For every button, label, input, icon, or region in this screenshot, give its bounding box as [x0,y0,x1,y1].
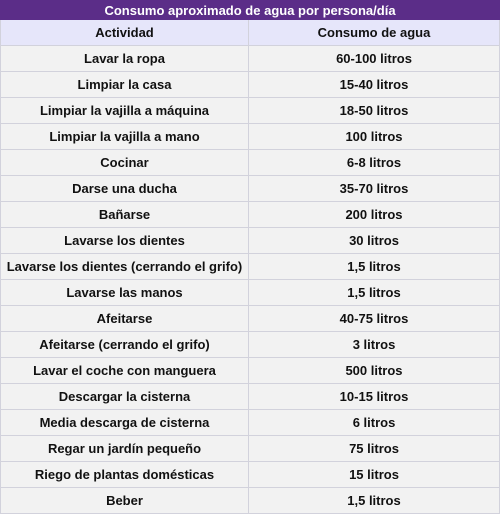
activity-cell: Riego de plantas domésticas [1,462,249,488]
consumption-cell: 40-75 litros [249,306,500,332]
table-row [1,358,500,384]
activity-cell: Lavarse los dientes [1,228,249,254]
table-row [1,150,500,176]
activity-cell: Lavar el coche con manguera [1,358,249,384]
column-header-activity: Actividad [1,20,249,46]
consumption-cell: 3 litros [249,332,500,358]
activity-cell: Afeitarse (cerrando el grifo) [1,332,249,358]
activity-cell: Lavarse las manos [1,280,249,306]
consumption-cell: 1,5 litros [249,254,500,280]
consumption-cell: 75 litros [249,436,500,462]
table-title: Consumo aproximado de agua por persona/día [1,1,500,20]
table-row [1,72,500,98]
activity-cell: Limpiar la vajilla a máquina [1,98,249,124]
activity-cell: Lavarse los dientes (cerrando el grifo) [1,254,249,280]
table-row [1,98,500,124]
table-title-row [1,1,500,20]
consumption-cell: 200 litros [249,202,500,228]
activity-cell: Cocinar [1,150,249,176]
consumption-cell: 30 litros [249,228,500,254]
table-row [1,254,500,280]
table-row [1,462,500,488]
column-header-consumption: Consumo de agua [249,20,500,46]
activity-cell: Bañarse [1,202,249,228]
consumption-cell: 15-40 litros [249,72,500,98]
activity-cell: Darse una ducha [1,176,249,202]
activity-cell: Beber [1,488,249,514]
consumption-cell: 1,5 litros [249,280,500,306]
table-row [1,410,500,436]
activity-cell: Lavar la ropa [1,46,249,72]
table-header-row [1,20,500,46]
activity-cell: Limpiar la vajilla a mano [1,124,249,150]
activity-cell: Regar un jardín pequeño [1,436,249,462]
activity-cell: Limpiar la casa [1,72,249,98]
table-row [1,332,500,358]
activity-cell: Descargar la cisterna [1,384,249,410]
consumption-cell: 18-50 litros [249,98,500,124]
consumption-cell: 100 litros [249,124,500,150]
consumption-cell: 15 litros [249,462,500,488]
activity-cell: Media descarga de cisterna [1,410,249,436]
table-row [1,202,500,228]
consumption-cell: 35-70 litros [249,176,500,202]
table-row [1,280,500,306]
consumption-cell: 500 litros [249,358,500,384]
table-body [1,46,500,514]
consumption-cell: 1,5 litros [249,488,500,514]
table-row [1,488,500,514]
activity-cell: Afeitarse [1,306,249,332]
consumption-cell: 60-100 litros [249,46,500,72]
table-row [1,176,500,202]
table-row [1,46,500,72]
table-row [1,228,500,254]
table-row [1,384,500,410]
table-row [1,306,500,332]
table-row [1,436,500,462]
consumption-cell: 6-8 litros [249,150,500,176]
consumption-cell: 10-15 litros [249,384,500,410]
consumption-cell: 6 litros [249,410,500,436]
table-row [1,124,500,150]
